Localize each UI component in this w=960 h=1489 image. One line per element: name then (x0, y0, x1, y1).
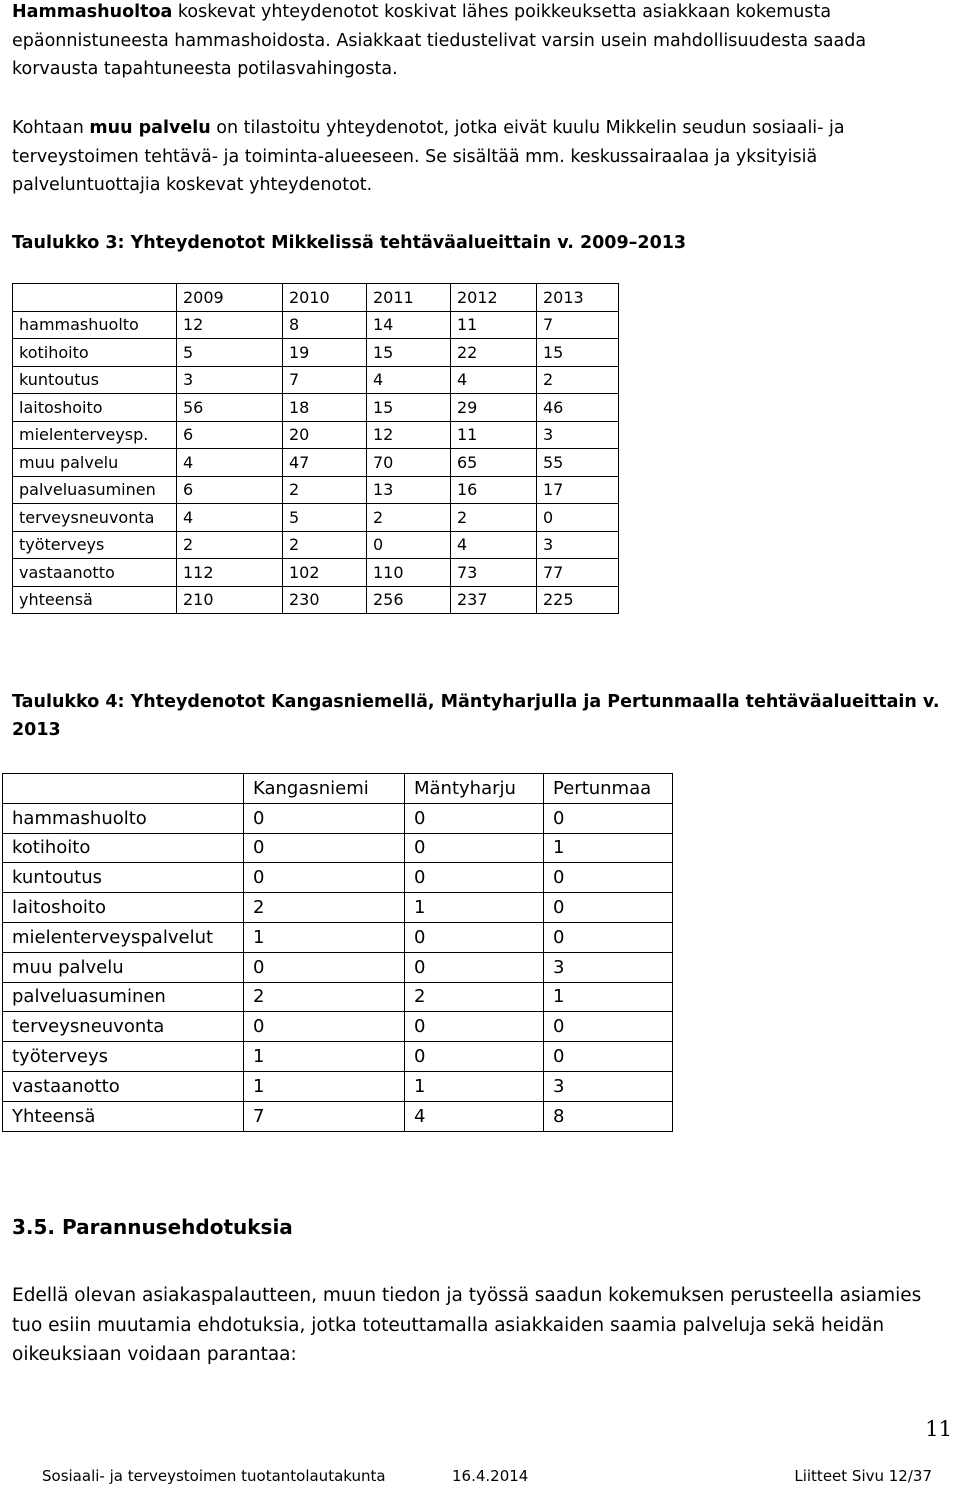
table-row-label: työterveys (3, 1042, 244, 1072)
table-row-label: yhteensä (13, 586, 177, 614)
table-cell: 14 (367, 311, 451, 339)
intro-text-2: on tilastoitu yhteydenotot, jotka eivät kuulu Mikkelin seudun sosiaali- ja terveystoimen tehtävä- ja toiminta-alueeseen. Se sisältää mm. keskussairaalaa ja yksityisiä palveluntuottajia koskevat yhteydenotot. (12, 118, 845, 195)
table-row (13, 559, 619, 587)
table-cell: 5 (177, 339, 283, 367)
table-row (3, 833, 673, 863)
table-row (13, 586, 619, 614)
table-cell: 0 (405, 863, 544, 893)
table-cell: 1 (405, 1071, 544, 1101)
table-cell: 2 (451, 504, 537, 532)
table-header-cell: Kangasniemi (244, 774, 405, 804)
table-row (3, 893, 673, 923)
table-cell: 4 (367, 366, 451, 394)
table-cell: 256 (367, 586, 451, 614)
table-cell: 210 (177, 586, 283, 614)
table-row (3, 1071, 673, 1101)
table-cell: 0 (405, 803, 544, 833)
table-cell: 0 (244, 833, 405, 863)
table-row-label: mielenterveyspalvelut (3, 922, 244, 952)
table-cell: 7 (283, 366, 367, 394)
table-header-cell: 2013 (537, 284, 619, 312)
table-cell: 2 (283, 531, 367, 559)
table-cell: 110 (367, 559, 451, 587)
table-cell: 2 (405, 982, 544, 1012)
table-cell: 2 (367, 504, 451, 532)
table-cell: 3 (537, 531, 619, 559)
table-cell: 4 (451, 531, 537, 559)
table-cell: 5 (283, 504, 367, 532)
table-header-row (13, 284, 619, 312)
table-row (3, 1012, 673, 1042)
footer-date: 16.4.2014 (452, 1467, 529, 1485)
table4-caption: Taulukko 4: Yhteydenotot Kangasniemellä, Mäntyharjulla ja Pertunmaalla tehtäväalueittain v. 2013 (12, 692, 940, 740)
table-cell: 0 (544, 1042, 673, 1072)
table-cell: 11 (451, 311, 537, 339)
table-row-label: terveysneuvonta (13, 504, 177, 532)
table-cell: 0 (244, 803, 405, 833)
table-header-row (3, 774, 673, 804)
table-row-label: hammashuolto (13, 311, 177, 339)
intro-text: koskevat yhteydenotot koskivat lähes poikkeuksetta asiakkaan kokemusta epäonnistuneesta hammashoidosta. Asiakkaat tiedustelivat varsin usein mahdollisuudesta saada korvausta tapahtuneesta potilasvahingosta. (12, 2, 867, 79)
table-row-label: palveluasuminen (3, 982, 244, 1012)
table-cell: 8 (544, 1101, 673, 1131)
intro-paragraph-1 (12, 0, 948, 84)
intro-text-pre: Kohtaan (12, 118, 90, 138)
table-cell: 2 (244, 982, 405, 1012)
table-cell: 230 (283, 586, 367, 614)
table-cell: 4 (405, 1101, 544, 1131)
table-cell: 0 (544, 893, 673, 923)
table-cell: 73 (451, 559, 537, 587)
table-cell: 13 (367, 476, 451, 504)
table-cell: 7 (244, 1101, 405, 1131)
table-row (3, 863, 673, 893)
table-header-cell: 2011 (367, 284, 451, 312)
table-row (13, 531, 619, 559)
table-row-label: terveysneuvonta (3, 1012, 244, 1042)
table3 (12, 283, 619, 614)
table-cell: 0 (367, 531, 451, 559)
table-cell: 6 (177, 476, 283, 504)
table-row-label: laitoshoito (3, 893, 244, 923)
table-row (13, 421, 619, 449)
table-cell: 16 (451, 476, 537, 504)
table-cell: 237 (451, 586, 537, 614)
table-row (13, 449, 619, 477)
table-cell: 0 (244, 863, 405, 893)
table-cell: 0 (544, 803, 673, 833)
table-cell: 1 (244, 1071, 405, 1101)
table-cell: 1 (544, 833, 673, 863)
table-row-label: kotihoito (3, 833, 244, 863)
table-header-cell (13, 284, 177, 312)
table-cell: 15 (537, 339, 619, 367)
table-row (13, 394, 619, 422)
table-cell: 0 (537, 504, 619, 532)
table-cell: 70 (367, 449, 451, 477)
table-cell: 0 (244, 1012, 405, 1042)
table-row (13, 311, 619, 339)
table-cell: 56 (177, 394, 283, 422)
table-cell: 0 (405, 1042, 544, 1072)
table-cell: 1 (405, 893, 544, 923)
table-cell: 1 (244, 922, 405, 952)
table-cell: 15 (367, 394, 451, 422)
table-row-label: vastaanotto (3, 1071, 244, 1101)
table-row (3, 1042, 673, 1072)
table-row (13, 366, 619, 394)
table-cell: 17 (537, 476, 619, 504)
table-cell: 102 (283, 559, 367, 587)
table-cell: 12 (177, 311, 283, 339)
table-row-label: palveluasuminen (13, 476, 177, 504)
table-cell: 0 (244, 952, 405, 982)
table-cell: 0 (405, 952, 544, 982)
table-cell: 65 (451, 449, 537, 477)
table-row-label: työterveys (13, 531, 177, 559)
table-row (13, 339, 619, 367)
table-row-label: kotihoito (13, 339, 177, 367)
section-body: Edellä olevan asiakaspalautteen, muun tiedon ja työssä saadun kokemuksen perusteella asiamies tuo esiin muutamia ehdotuksia, jotka toteuttamalla asiakkaiden saamia palveluja sekä heidän oikeuksiaan voidaan parantaa: (12, 1285, 922, 1365)
table-cell: 2 (244, 893, 405, 923)
table-row-label: laitoshoito (13, 394, 177, 422)
table-cell: 22 (451, 339, 537, 367)
intro-paragraph-2 (12, 114, 948, 200)
table-cell: 7 (537, 311, 619, 339)
table-cell: 3 (537, 421, 619, 449)
page-number: 11 (925, 1417, 952, 1441)
footer-right: Liitteet Sivu 12/37 (794, 1467, 932, 1485)
table-row-label: muu palvelu (3, 952, 244, 982)
table-header-cell: Pertunmaa (544, 774, 673, 804)
table-row-label: kuntoutus (13, 366, 177, 394)
intro-bold-term-2: muu palvelu (89, 118, 211, 138)
table-row-label: muu palvelu (13, 449, 177, 477)
table-cell: 0 (544, 1012, 673, 1042)
table-row-label: vastaanotto (13, 559, 177, 587)
table-row-label: Yhteensä (3, 1101, 244, 1131)
table-cell: 20 (283, 421, 367, 449)
table-cell: 2 (177, 531, 283, 559)
table-cell: 3 (177, 366, 283, 394)
table-row (13, 504, 619, 532)
table-cell: 0 (544, 922, 673, 952)
table-row (3, 952, 673, 982)
table-cell: 225 (537, 586, 619, 614)
table-cell: 3 (544, 952, 673, 982)
table-cell: 29 (451, 394, 537, 422)
table-cell: 15 (367, 339, 451, 367)
table-cell: 8 (283, 311, 367, 339)
table-header-cell: 2009 (177, 284, 283, 312)
table-row (3, 922, 673, 952)
table-row (3, 1101, 673, 1131)
footer-left: Sosiaali- ja terveystoimen tuotantolautakunta (42, 1467, 386, 1485)
table-cell: 0 (544, 863, 673, 893)
table-cell: 0 (405, 922, 544, 952)
table-cell: 1 (544, 982, 673, 1012)
table-cell: 19 (283, 339, 367, 367)
table-cell: 4 (177, 449, 283, 477)
table-cell: 12 (367, 421, 451, 449)
table-cell: 11 (451, 421, 537, 449)
table-cell: 0 (405, 1012, 544, 1042)
table-row (3, 982, 673, 1012)
intro-bold-term: Hammashuoltoa (12, 2, 173, 22)
table-cell: 2 (283, 476, 367, 504)
table-cell: 77 (537, 559, 619, 587)
table3-caption: Taulukko 3: Yhteydenotot Mikkelissä tehtäväalueittain v. 2009–2013 (12, 233, 687, 253)
table-cell: 3 (544, 1071, 673, 1101)
table-header-cell: Mäntyharju (405, 774, 544, 804)
table-cell: 18 (283, 394, 367, 422)
table-row-label: hammashuolto (3, 803, 244, 833)
table-cell: 47 (283, 449, 367, 477)
section-title: 3.5. Parannusehdotuksia (12, 1215, 293, 1239)
table4 (2, 773, 673, 1132)
table-row (3, 803, 673, 833)
table-row-label: mielenterveysp. (13, 421, 177, 449)
table-header-cell (3, 774, 244, 804)
table-cell: 2 (537, 366, 619, 394)
table-cell: 4 (177, 504, 283, 532)
table-header-cell: 2010 (283, 284, 367, 312)
table-cell: 112 (177, 559, 283, 587)
table-row-label: kuntoutus (3, 863, 244, 893)
table-cell: 4 (451, 366, 537, 394)
table-header-cell: 2012 (451, 284, 537, 312)
table-cell: 6 (177, 421, 283, 449)
table-cell: 1 (244, 1042, 405, 1072)
table-row (13, 476, 619, 504)
table-cell: 46 (537, 394, 619, 422)
table-cell: 55 (537, 449, 619, 477)
table-cell: 0 (405, 833, 544, 863)
